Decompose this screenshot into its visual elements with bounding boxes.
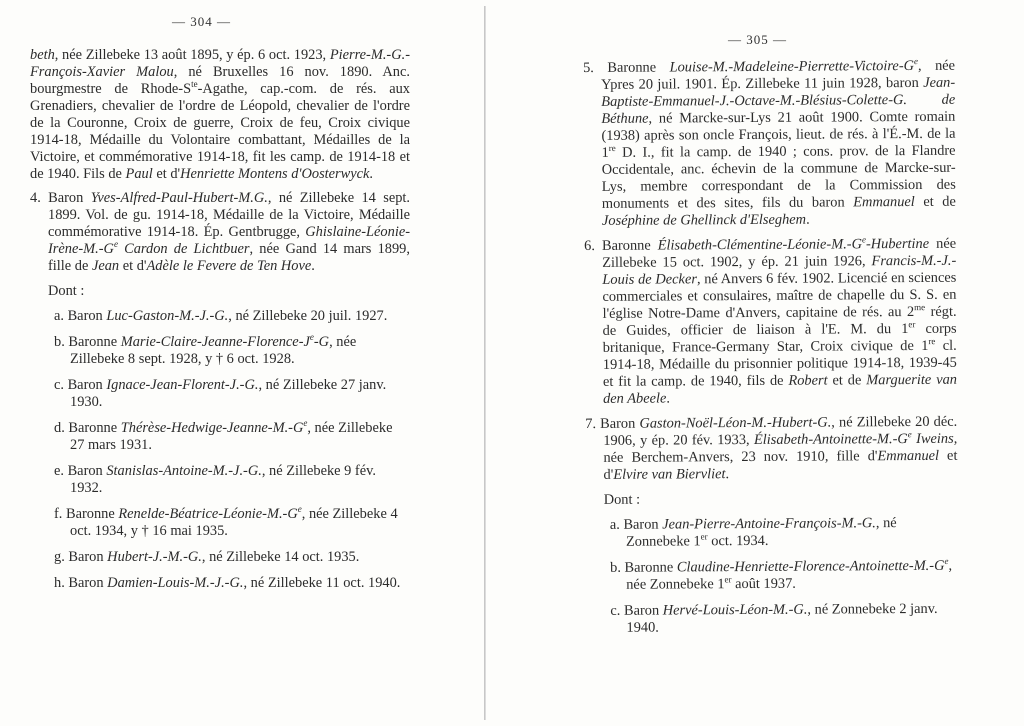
text-fragment: , né Bruxelles 16 nov. 1890. Anc. bourgmestre de Rhode-S [30,64,410,97]
text-fragment: , née Zillebeke 13 août 1895, y ép. 6 oct. 1923, [54,47,330,63]
child-name: Jean-Pierre-Antoine-François-M.-G. [662,515,876,533]
father-name: Robert [788,372,828,389]
child-entry [586,515,958,551]
text-fragment: , née Berchem-Anvers, 23 nov. 1910, fille d' [603,430,958,466]
child-details: , né Zonnebeke 2 janv. 1940. [626,600,938,636]
superscript: re [608,143,616,154]
person-name: Louise-M.-Madeleine-Pierrette-Victoire-G [669,57,915,76]
right-page-number: — 305 — [728,32,787,47]
entry-6 [584,236,957,408]
child-label: h. Baron [54,575,108,591]
entry-label: 7. Baron [585,415,640,432]
person-name: Yves-Alfred-Paul-Hubert-M.G. [90,190,268,206]
text-fragment: D. I., fit la camp. de 1940 ; cons. prov. de la Flandre Occidentale, anc. échevin de la commune de Marcke-sur-Lys, membre correspondant de la Commission des monuments et des sites, fils du baron [601,142,956,212]
father-name: Emmanuel [877,447,940,465]
entry-label: 5. Baronne [583,59,670,76]
book-gutter [484,6,486,720]
superscript: e [309,332,314,343]
continued-paragraph [30,47,410,183]
superscript: er [908,319,916,330]
person-name: Gaston-Noël-Léon-M.-Hubert-G. [639,414,832,432]
child-label: c. Baron [54,377,107,393]
text-fragment: , né Anvers 6 fév. 1902. Licencié en sciences commerciales et consulaires, maître de chapelle du S. S. en l'église Notre-Dame d'Anvers, capitaine de rés. au 2 [602,269,957,322]
father-name: Paul [125,166,153,182]
child-details: , né Zillebeke 27 janv. 1930. [70,377,387,410]
text-fragment: . [666,390,670,407]
child-name: Hervé-Louis-Léon-M.-G. [662,601,808,619]
superscript: e [944,555,949,567]
child-name: Claudine-Henriette-Florence-Antoinette-M.-G [676,557,945,576]
superscript: e [907,429,912,440]
child-entry [586,601,958,637]
child-name: Marie-Claire-Jeanne-Florence-J [120,334,310,350]
text-fragment: corps britanique, France-Germany Star, Croix civique de 1 [602,320,957,356]
text-fragment: et d' [119,258,147,274]
superscript: re [928,336,936,347]
child-name: Stanislas-Antoine-M.-J.-G. [106,463,262,479]
spouse-name: Cardon de Lichtbuer [117,241,250,257]
child-name: Luc-Gaston-M.-J.-G. [106,308,229,324]
child-label: b. Baronne [54,334,121,350]
person-name: -Hubertine [865,235,930,253]
entry-label: 6. Baronne [584,237,658,254]
text-fragment: -Agathe, cap.-com. de rés. aux Grenadiers, chevalier de l'ordre de Léopold, chevalier de l'ordre de la Couronne, Croix de guerre, Croix de feu, Croix civique 1914-18, Médaille du Volontaire combattant, Médailles de la Victoire, et commémorative 1914-18, fit les camp. de 1914-18 et de 1940. Fils de [30,81,410,182]
child-label: e. Baron [54,463,107,479]
text-fragment: , né Marcke-sur-Lys 21 août 1900. Comte romain (1938) après son oncle François, lieut. de rés. à l'É.-M. de la 1 [601,108,956,161]
father-name: Emmanuel [853,193,915,211]
right-page-body [583,58,959,646]
child-details: , né Zillebeke 11 oct. 1940. [243,575,401,591]
child-name: Thérèse-Hedwige-Jeanne-M.-G [120,420,304,436]
text-fragment: . [311,258,315,274]
father-name: Jean [91,258,120,274]
text-fragment: , né Zillebeke 20 déc. 1906, y ép. 20 fév. 1933, [603,413,958,449]
children-heading: Dont : [603,491,641,508]
children-heading: Dont : [48,283,85,299]
superscript: er [724,574,732,585]
text-fragment: cl. 1914-18, Médaille du prisonnier politique 1914-18, 1939-45 et fit la camp. de 1940, fils de [602,337,957,390]
child-entry [30,463,410,497]
child-name: Renelde-Béatrice-Léonie-M.-G [118,506,298,522]
entry-label: 4. Baron [30,190,91,206]
spouse-name: Ghislaine-Léonie-Irène-M.-G [48,224,410,257]
text-fragment: . [725,466,730,483]
child-details: , né Zillebeke 20 juil. 1927. [228,308,388,324]
text-fragment: , née Gand 14 mars 1899, fille de [48,241,410,274]
child-entry [30,377,410,411]
child-label: g. Baron [54,549,108,565]
mother-name: Henriette Montens d'Oosterwyck [180,166,370,182]
child-details: , née Zillebeke 27 mars 1931. [70,420,393,453]
entry-4 [30,190,410,275]
left-page-number: — 304 — [172,14,231,29]
superscript: me [914,302,926,313]
mother-name: Adèle le Fevere de Ten Hove [146,258,312,274]
child-details: , né Zillebeke 9 fév. 1932. [70,463,376,496]
child-label: a. Baron [54,308,107,324]
child-name: Ignace-Jean-Florent-J.-G. [106,377,259,393]
superscript: er [700,531,708,542]
text-fragment: et d' [152,166,181,182]
entry-5 [583,58,956,230]
mother-name: Elvire van Biervliet [613,466,726,483]
superscript: e [297,504,302,515]
child-entry [30,334,410,368]
child-label: f. Baronne [54,506,119,522]
child-entry [30,506,410,540]
mother-name: Joséphine de Ghellinck d'Elseghem [601,211,807,229]
left-page-body [30,47,410,601]
child-details: , né Zillebeke 14 oct. 1935. [201,549,360,565]
child-name: Damien-Louis-M.-J.-G. [107,575,244,591]
person-name: Élisabeth-Clémentine-Léonie-M.-G [657,236,863,254]
superscript: e [113,239,118,250]
child-entry [586,555,958,594]
child-entry [30,549,410,566]
child-entry [30,420,410,454]
child-name: Hubert-J.-M.-G. [107,549,202,565]
child-name: -G [313,334,330,350]
text-fragment: , né Zillebeke 14 sept. 1899. Vol. de gu. 1914-18, Médaille de la Victoire, Médaille commémorative 1914-18. Ép. Gentbrugge, [48,190,410,240]
child-details: août 1937. [731,575,796,593]
superscript: e [861,234,866,245]
child-details: , née Zonnebeke 1 [626,557,953,593]
child-label: b. Baronne [610,559,677,576]
spouse-name: Jean-Baptiste-Emmanuel-J.-Octave-M.-Blésius-Colette-G. de Béthune [601,74,956,127]
text-fragment: et de [827,372,867,389]
superscript: e [303,418,308,429]
child-details: oct. 1934. [707,532,769,550]
child-entry [30,308,410,325]
text-fragment: . [806,211,810,228]
text-fragment: régt. de Guides, officier de liaison à l'E. M. du 1 [602,303,957,339]
text-fragment: et de [914,193,956,210]
text-fragment: . [369,166,374,182]
spouse-name: Pierre-M.-G.-François-Xavier Malou [30,47,410,80]
superscript: te [191,79,198,90]
spouse-name: Francis-M.-J.-Louis de Decker [602,252,957,288]
child-details: , née Zillebeke 8 sept. 1928, y † 6 oct. 1928. [70,334,357,367]
spouse-name: Iweins [911,430,954,447]
superscript: e [913,56,918,67]
name-fragment: beth [30,47,55,63]
child-label: d. Baronne [54,420,121,436]
child-label: c. Baron [610,602,663,619]
child-entry [30,575,410,592]
mother-name: Marguerite van den Abeele [603,371,958,407]
child-details: , né Zonnebeke 1 [625,515,897,550]
text-fragment: née Zillebeke 15 oct. 1902, y ép. 21 juin 1926, [602,235,957,271]
text-fragment: , née Ypres 20 juil. 1901. Ép. Zillebeke 11 juin 1928, baron [601,57,956,93]
entry-7 [585,414,957,484]
text-fragment: et d' [603,447,958,483]
child-details: , née Zillebeke 4 oct. 1934, y † 16 mai 1935. [70,506,398,539]
child-label: a. Baron [609,516,663,533]
spouse-name: Élisabeth-Antoinette-M.-G [753,431,908,448]
